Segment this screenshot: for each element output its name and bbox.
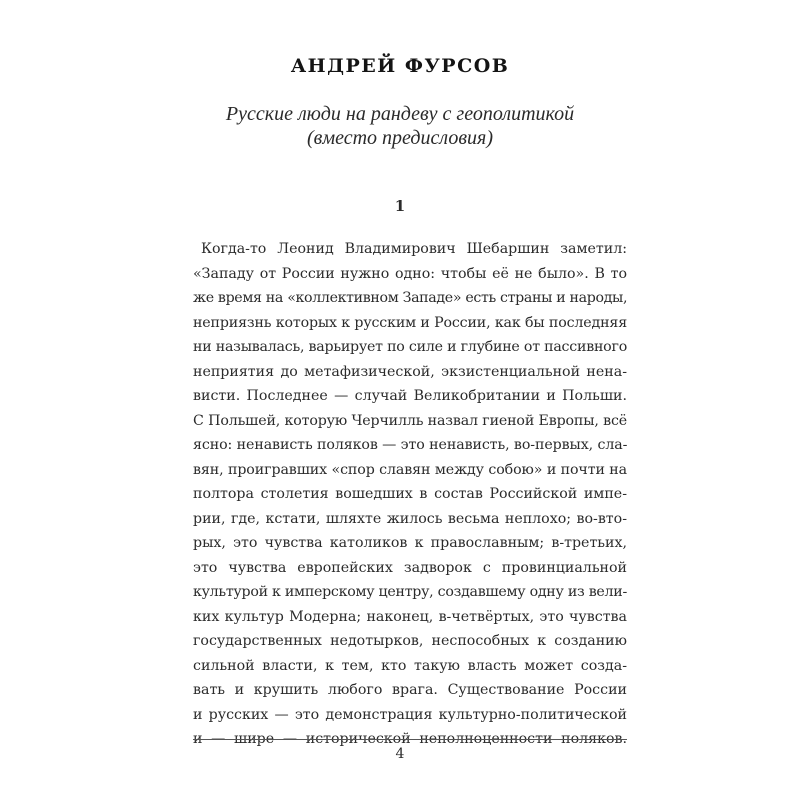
text-line: неприязнь которых к русским и России, как бы последняя bbox=[193, 314, 627, 331]
text-line: висти. Последнее — случай Великобритании и Польши. bbox=[193, 388, 627, 404]
page-number: 4 bbox=[395, 746, 405, 762]
chapter-subtitle bbox=[0, 102, 800, 150]
text-line: «Западу от России нужно одно: чтобы её не было». В то bbox=[193, 265, 627, 282]
subtitle-line: (вместо предисловия) bbox=[306, 127, 493, 149]
text-line: неприятия до метафизической, экзистенциальной нена- bbox=[193, 363, 627, 380]
text-line: вать и крушить любого врага. Существование России bbox=[193, 682, 627, 698]
text-line: ясно: ненависть поляков — это ненависть, во-первых, сла- bbox=[193, 437, 628, 453]
footer-divider bbox=[193, 739, 627, 740]
text-line: же время на «коллективном Западе» есть страны и народы, bbox=[193, 290, 628, 306]
text-line: государственных недотырков, неспособных к созданию bbox=[193, 633, 627, 649]
body-paragraph bbox=[193, 237, 627, 752]
text-line: рии, где, кстати, шляхте жилось весьма неплохо; во-вто- bbox=[193, 510, 627, 527]
subtitle-line: Русские люди на рандеву с геополитикой bbox=[225, 103, 575, 125]
text-line: ни называлась, варьирует по силе и глубине от пассивного bbox=[193, 339, 627, 355]
text-line: вян, проигравших «спор славян между собою» и почти на bbox=[193, 461, 627, 478]
text-line: полтора столетия вошедших в состав Российской импе- bbox=[193, 486, 627, 502]
text-line: сильной власти, к тем, кто такую власть может созда- bbox=[193, 657, 627, 674]
text-line: рых, это чувства католиков к православным; в-третьих, bbox=[193, 535, 627, 551]
text-line: С Польшей, которую Черчилль назвал гиеной Европы, всё bbox=[193, 412, 627, 429]
text-line: ких культур Модерна; наконец, в-четвёртых, это чувства bbox=[193, 608, 627, 625]
text-line: и — шире — исторической неполноценности поляков. bbox=[193, 731, 627, 747]
text-line: Когда-то Леонид Владимирович Шебаршин заметил: bbox=[201, 241, 627, 257]
section-number: 1 bbox=[394, 197, 406, 215]
text-line: культурой к имперскому центру, создавшему одну из вели- bbox=[193, 584, 627, 600]
author-name: АНДРЕЙ ФУРСОВ bbox=[290, 55, 510, 77]
text-line: это чувства европейских задворок с провинциальной bbox=[193, 559, 627, 576]
text-line: и русских — это демонстрация культурно-политической bbox=[193, 706, 627, 723]
